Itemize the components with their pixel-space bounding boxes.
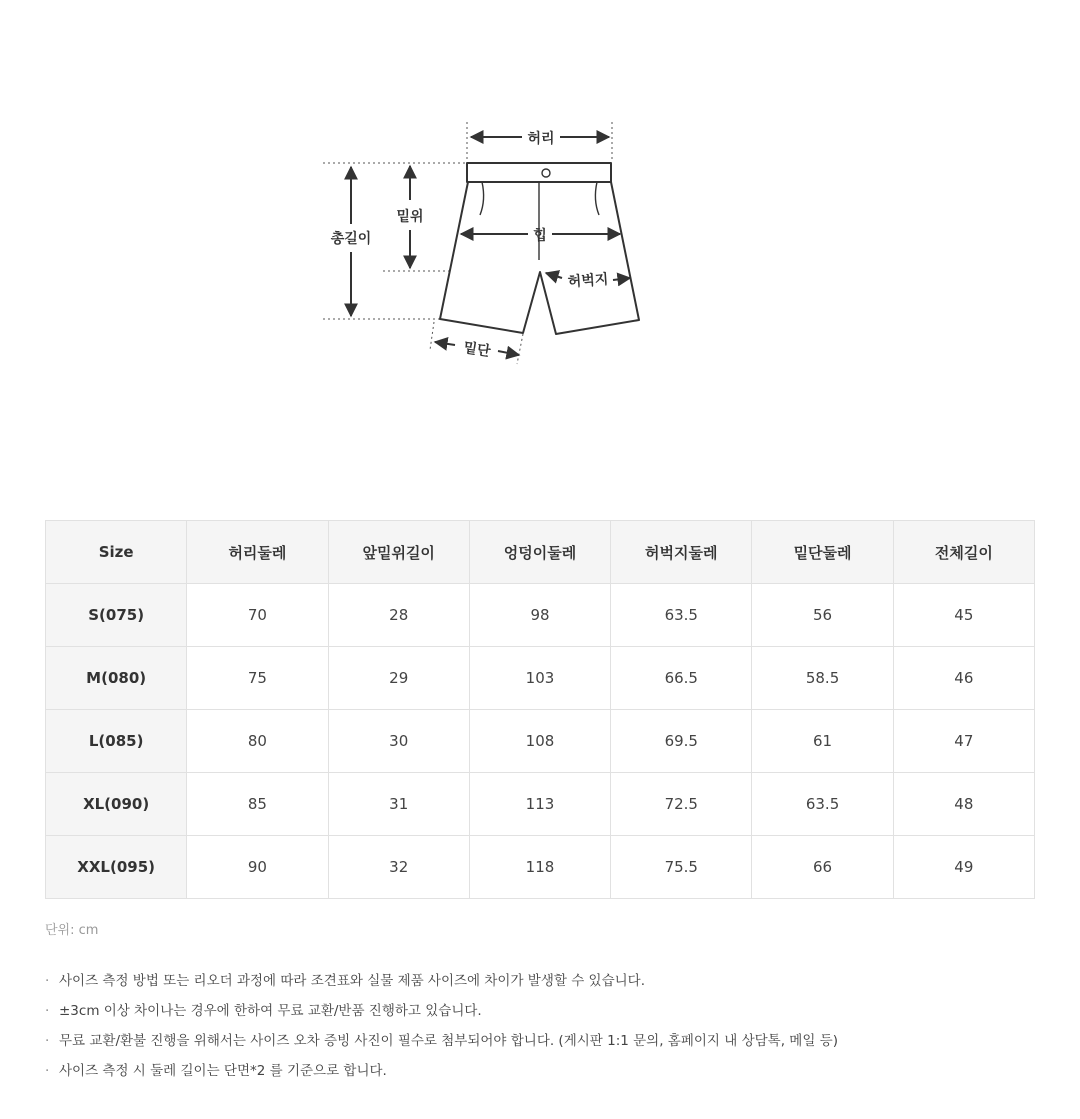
size-table <box>45 520 1035 899</box>
cell-hip: 103 <box>469 647 610 710</box>
cell-hip: 108 <box>469 710 610 773</box>
table-row <box>46 710 1035 773</box>
cell-thigh: 69.5 <box>611 710 752 773</box>
table-row <box>46 647 1035 710</box>
cell-hip: 118 <box>469 836 610 899</box>
table-row <box>46 773 1035 836</box>
notes-list <box>45 966 838 1086</box>
note-item <box>45 1056 838 1086</box>
cell-thigh: 72.5 <box>611 773 752 836</box>
shorts-measurement-diagram <box>0 0 1080 400</box>
cell-front-rise: 28 <box>328 584 469 647</box>
cell-thigh: 66.5 <box>611 647 752 710</box>
size-label: S(075) <box>46 584 187 647</box>
cell-hip: 113 <box>469 773 610 836</box>
cell-hem: 66 <box>752 836 893 899</box>
label-rise: 밑위 <box>396 209 424 225</box>
cell-hem: 58.5 <box>752 647 893 710</box>
header-hem: 밑단둘레 <box>752 521 893 584</box>
cell-hip: 98 <box>469 584 610 647</box>
label-hem: 밑단 <box>462 339 492 361</box>
table-header-row <box>46 521 1035 584</box>
label-hip: 힙 <box>533 228 547 244</box>
cell-total-length: 47 <box>893 710 1034 773</box>
table-row <box>46 836 1035 899</box>
label-total-length: 총길이 <box>330 231 372 247</box>
header-size: Size <box>46 521 187 584</box>
header-front-rise: 앞밑위길이 <box>328 521 469 584</box>
note-text: 사이즈 측정 방법 또는 리오더 과정에 따라 조견표와 실물 제품 사이즈에 차이가 발생할 수 있습니다. <box>59 973 646 989</box>
cell-total-length: 48 <box>893 773 1034 836</box>
label-waist: 허리 <box>527 131 555 147</box>
cell-thigh: 75.5 <box>611 836 752 899</box>
cell-waist: 75 <box>187 647 328 710</box>
size-label: L(085) <box>46 710 187 773</box>
cell-hem: 63.5 <box>752 773 893 836</box>
size-label: M(080) <box>46 647 187 710</box>
cell-hem: 56 <box>752 584 893 647</box>
cell-total-length: 46 <box>893 647 1034 710</box>
note-item <box>45 966 838 996</box>
cell-waist: 80 <box>187 710 328 773</box>
size-label: XXL(095) <box>46 836 187 899</box>
note-item <box>45 996 838 1026</box>
cell-front-rise: 31 <box>328 773 469 836</box>
note-item <box>45 1026 838 1056</box>
header-total-length: 전체길이 <box>893 521 1034 584</box>
cell-waist: 85 <box>187 773 328 836</box>
bullet-dot: · <box>45 1033 50 1049</box>
size-label: XL(090) <box>46 773 187 836</box>
cell-waist: 90 <box>187 836 328 899</box>
label-thigh: 허벅지 <box>567 271 609 291</box>
table-row <box>46 584 1035 647</box>
note-text: 사이즈 측정 시 둘레 길이는 단면*2 를 기준으로 합니다. <box>59 1063 387 1079</box>
header-hip: 엉덩이둘레 <box>469 521 610 584</box>
bullet-dot: · <box>45 1003 50 1019</box>
cell-front-rise: 30 <box>328 710 469 773</box>
cell-front-rise: 32 <box>328 836 469 899</box>
header-thigh: 허벅지둘레 <box>611 521 752 584</box>
cell-waist: 70 <box>187 584 328 647</box>
cell-hem: 61 <box>752 710 893 773</box>
cell-thigh: 63.5 <box>611 584 752 647</box>
header-waist: 허리둘레 <box>187 521 328 584</box>
cell-front-rise: 29 <box>328 647 469 710</box>
bullet-dot: · <box>45 973 50 989</box>
unit-note: 단위: cm <box>45 923 99 938</box>
bullet-dot: · <box>45 1063 50 1079</box>
note-text: 무료 교환/환불 진행을 위해서는 사이즈 오차 증빙 사진이 필수로 첨부되어야 합니다. (게시판 1:1 문의, 홈페이지 내 상담톡, 메일 등) <box>59 1033 838 1049</box>
note-text: ±3cm 이상 차이나는 경우에 한하여 무료 교환/반품 진행하고 있습니다. <box>59 1003 482 1019</box>
cell-total-length: 49 <box>893 836 1034 899</box>
cell-total-length: 45 <box>893 584 1034 647</box>
